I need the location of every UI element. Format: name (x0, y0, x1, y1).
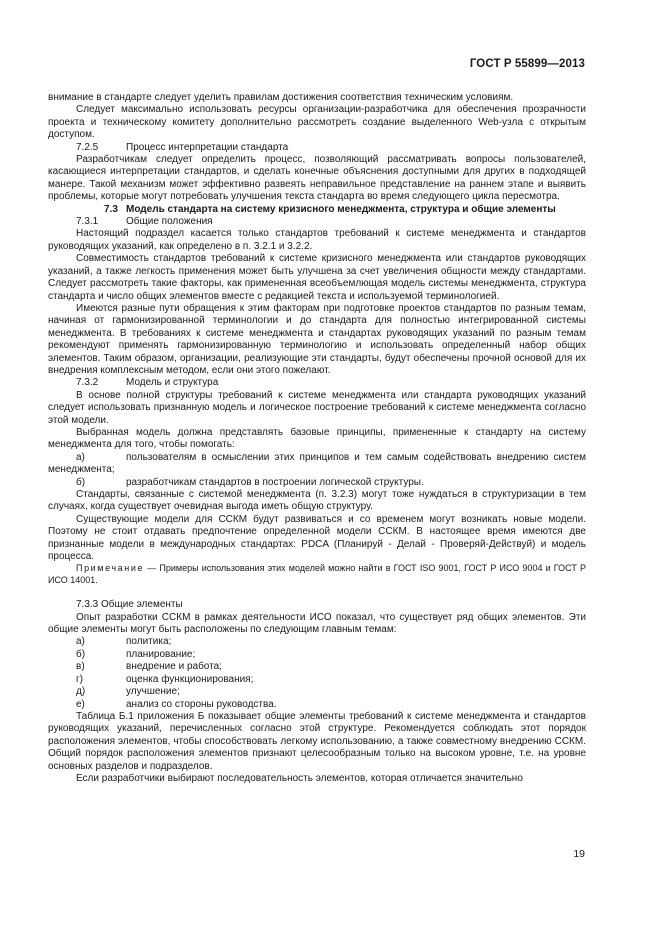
list-item (48, 699, 586, 711)
list-text: улучшение; (126, 686, 180, 698)
paragraph: Разработчикам следует определить процесс, позволяющий рассматривать вопросы пользователей, касающиеся интерпретации стандартов, и сделать конечные объяснения доступными для других в подходящей манере. Такой механизм может эффективно развеять неправильное представление на раннем этапе и выявить проблемы, которые могут потребовать улучшения текста стандарта во время следующего цикла пересмотра. (48, 154, 586, 203)
paragraph: Если разработчики выбирают последовательность элементов, которая отличается значительно (76, 772, 523, 784)
list-marker: в) (76, 661, 85, 673)
list-item (48, 477, 586, 489)
section-number: 7.3 (104, 203, 118, 215)
document-header: ГОСТ Р 55899—2013 (469, 58, 585, 70)
list-text: оценка функционирования; (126, 673, 254, 685)
list-item (48, 452, 586, 477)
paragraph: Выбранная модель должна представлять базовые принципы, примененные к стандарту на систему менеджмента для того, чтобы помогать: (48, 426, 586, 451)
section-heading-7-3 (48, 204, 586, 216)
paragraph: Имеются разные пути обращения к этим факторам при подготовке проектов стандартов по разным темам, начиная от гармонизированной терминологии и до стандарта для полностью интегрированной системы менеджмента. В требованиях к системе менеджмента и стандартах руководящих указаний по разным темам рекомендуют применять гармонизированную терминологию и использовать определенный набор общих элементов. Таким образом, организации, реализующие эти стандарты, будут обеспечены прочной основой для их внедрения комплексным методом, если они этого пожелают. (48, 302, 586, 376)
page-number: 19 (573, 848, 585, 860)
section-heading-7-2-5 (48, 142, 586, 154)
section-title: Процесс интерпретации стандарта (126, 141, 289, 153)
document-body (48, 92, 586, 785)
note (48, 563, 586, 586)
section-heading-7-3-1 (48, 216, 586, 228)
list-text: анализ со стороны руководства. (126, 698, 277, 710)
list-marker: а) (76, 451, 85, 463)
section-heading-7-3-2 (48, 377, 586, 389)
paragraph: Стандарты, связанные с системой менеджмента (п. 3.2.3) могут тоже нуждаться в структуризации в тем случаях, когда существует очевидная выгода иметь общую структуру. (48, 489, 586, 513)
list-marker: д) (76, 686, 86, 698)
list-item (48, 661, 586, 673)
list-item (48, 649, 586, 661)
section-title: Модель и структура (126, 377, 219, 389)
list-text: разработчикам стандартов в построении логической структуры. (126, 476, 424, 488)
list-text: планирование; (126, 648, 196, 660)
section-heading-7-3-3: 7.3.3 Общие элементы (76, 599, 183, 611)
section-title: Общие положения (126, 216, 213, 228)
list-marker: а) (76, 636, 85, 648)
paragraph: Следует максимально использовать ресурсы организации-разработчика для обеспечения прозрачности проекта и техническому комитету дополнительно рассмотреть создание выделенного Web-узла с открытым доступом. (48, 104, 586, 141)
list-marker: е) (76, 698, 85, 710)
note-text: — Примеры использования этих моделей можно найти в ГОСТ ISO 9001, ГОСТ Р ИСО 9004 и ГОСТ Р ИСО 14001. (48, 563, 586, 585)
topics-list (48, 636, 586, 710)
list-item (48, 674, 586, 686)
paragraph: Таблица Б.1 приложения Б показывает общие элементы требований к системе менеджмента и стандартов руководящих указаний, перечисленных согласно этой структуре. Рекомендуется соблюдать этот порядок расположения элементов, чтобы способствовать легкому использованию, а также совместному внедрению ССКМ. Общий порядок расположения элементов признают целесообразным только на высоком уровне, т.е. на уровне основных разделов и подразделов. (48, 710, 586, 772)
section-number: 7.3.2 (76, 377, 99, 389)
paragraph: В основе полной структуры требований к системе менеджмента или стандарта руководящих указаний следует использовать признанную модель и логическое построение требований к системе менеджмента согласно этой модели. (48, 389, 586, 426)
list-item (48, 686, 586, 698)
spacer (48, 586, 586, 599)
note-label: Примечание (76, 563, 145, 574)
section-title: Модель стандарта на систему кризисного менеджмента, структура и общие элементы (126, 203, 556, 215)
paragraph: Существующие модели для ССКМ будут развиваться и со временем могут возникать новые модели. Поэтому не стоит отдавать предпочтение определенной модели ССКМ. В настоящее время имеются две признанные модели в международных стандартах: PDCA (Планируй - Делай - Проверяй-Действуй) и модель процесса. (48, 513, 586, 563)
list-marker: б) (76, 648, 86, 660)
list-item (48, 636, 586, 648)
paragraph: внимание в стандарте следует уделить правилам достижения соответствия техническим условиям. (48, 92, 514, 103)
list-marker: б) (76, 476, 86, 488)
list-text: политика; (126, 636, 172, 648)
paragraph: Настоящий подраздел касается только стандартов требований к системе менеджмента и стандартов руководящих указаний, как определено в п. 3.2.1 и 3.2.2. (48, 228, 586, 252)
list-marker: г) (76, 673, 83, 685)
list-text: пользователям в осмыслении этих принципов и тем самым содействовать внедрению систем менеджмента; (48, 451, 586, 476)
paragraph: Опыт разработки ССКМ в рамках деятельности ИСО показал, что существует ряд общих элементов. Эти общие элементы могут быть расположены по следующим главным темам: (48, 611, 586, 636)
paragraph: Совместимость стандартов требований к системе кризисного менеджмента или стандартов руководящих указаний, а также легкость применения может быть улучшена за счет увеличения общности между стандартами. Следует рассмотреть такие факторы, как примененная всеобъемлющая модель системы менеджмента, структура стандарта и число общих элементов вместе с редакцией текста и используемой терминологией. (48, 253, 586, 302)
section-number: 7.3.1 (76, 216, 99, 228)
list-text: внедрение и работа; (126, 661, 222, 673)
section-number: 7.2.5 (76, 141, 99, 153)
